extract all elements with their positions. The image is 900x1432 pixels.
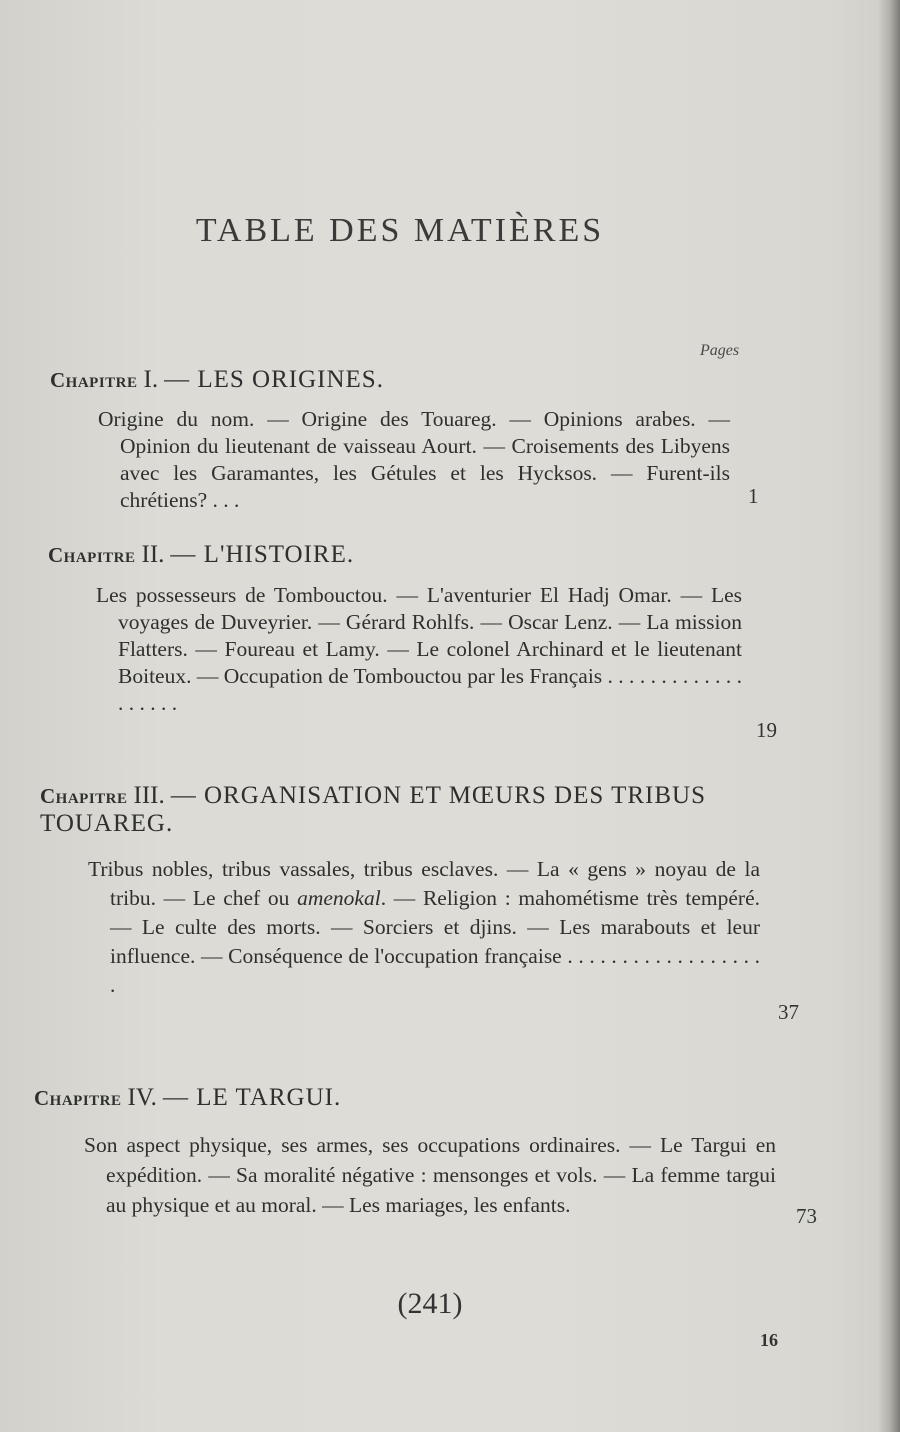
chapter-2-page-number: 19 — [756, 718, 777, 742]
page-edge-shadow — [878, 0, 900, 1432]
chapter-2-heading — [48, 541, 748, 569]
chapter-label: Chapitre — [34, 1086, 122, 1110]
chapter-title: — LE TARGUI. — [162, 1084, 342, 1111]
chapter-1-summary: Origine du nom. — Origine des Touareg. — Opinions arabes. — Opinion du lieutenant de vaisseau Aourt. — Croisements des Libyens avec les Garamantes, les Gétules et les Hycksos. — Furent-ils chrétiens? . . . — [98, 407, 730, 512]
chapter-label: Chapitre — [48, 543, 136, 567]
chapter-title: — L'HISTOIRE. — [170, 541, 355, 568]
chapter-4-page-number: 73 — [796, 1204, 817, 1228]
summary-italic-term: amenokal — [297, 886, 381, 910]
page-title: TABLE DES MATIÈRES — [195, 212, 605, 249]
folio-page-number: (241) — [397, 1287, 463, 1320]
chapter-number: I. — [143, 366, 159, 393]
chapter-3-page-number: 37 — [778, 1000, 799, 1024]
summary-text: . — Religion : mahométisme très tempéré. — Le culte des morts. — Sorciers et djins. — Les marabouts et leur influence. — Conséquence de l'occupation française . . . . . . . . . . . . . . . . . . . — [110, 886, 761, 997]
chapter-1-heading — [50, 366, 750, 394]
chapter-3-summary — [88, 855, 760, 1000]
pages-column-label: Pages — [700, 342, 740, 359]
chapter-3-heading — [40, 782, 740, 838]
chapter-title: — LES ORIGINES. — [164, 366, 384, 393]
chapter-number: III. — [133, 782, 165, 809]
chapter-1-page-number: 1 — [748, 484, 759, 508]
chapter-4-heading — [34, 1084, 734, 1112]
chapter-number: IV. — [127, 1084, 157, 1111]
chapter-label: Chapitre — [40, 784, 128, 808]
summary-text: Tribus nobles, tribus vassales, tribus esclaves. — La « gens » noyau de la tribu. — Le chef ou — [88, 857, 760, 910]
chapter-number: II. — [141, 541, 165, 568]
chapter-title: — ORGANISATION ET MŒURS DES TRIBUS TOUAREG. — [40, 782, 706, 837]
chapter-4-summary: Son aspect physique, ses armes, ses occupations ordinaires. — Le Targui en expédition. — Sa moralité négative : mensonges et vols. — La femme targui au physique et au moral. — Les mariages, les enfants. — [84, 1133, 776, 1217]
chapter-label: Chapitre — [50, 368, 138, 392]
signature-mark: 16 — [760, 1330, 778, 1350]
chapter-2-summary: Les possesseurs de Tombouctou. — L'aventurier El Hadj Omar. — Les voyages de Duveyrier. — Gérard Rohlfs. — Oscar Lenz. — La mission Flatters. — Foureau et Lamy. — Le colonel Archinard et le lieutenant Boiteux. — Occupation de Tombouctou par les Français . . . . . . . . . . . . . . . . . . . — [96, 583, 742, 715]
